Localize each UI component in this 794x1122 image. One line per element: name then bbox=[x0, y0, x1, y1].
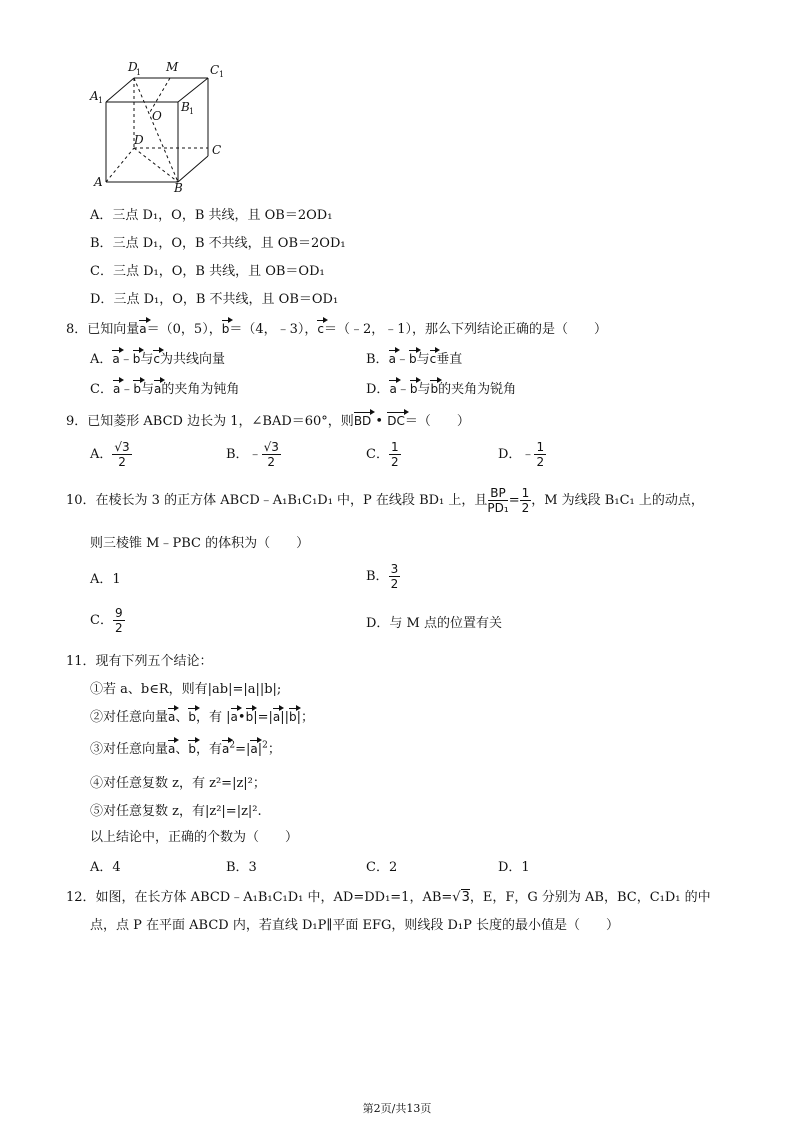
label-c1: C bbox=[210, 63, 220, 77]
q10-option-c[interactable]: C． $\frac{9}{2}$ bbox=[90, 606, 123, 635]
q8-option-d[interactable]: D．a﹣b与b的夹角为锐角 bbox=[366, 378, 516, 397]
q10-stem-line1: 10．在棱长为 3 的正方体 ABCD﹣A₁B₁C₁D₁ 中，P 在线段 BD₁ 上，且 $\frac{BP}{\text{PD₁}}$ = $\frac{1}{2}$ ，M 为线段 B₁C₁ 上的动点， bbox=[66, 486, 704, 515]
q11-option-d[interactable]: D．1 bbox=[498, 860, 530, 875]
q11-statement-3: ③对任意向量a、b，有$a^2=|a|^2$； bbox=[90, 740, 281, 757]
label-b1: B bbox=[181, 100, 190, 114]
q8-option-a[interactable]: A．a﹣b与c为共线向量 bbox=[90, 348, 225, 367]
label-o: O bbox=[152, 109, 162, 123]
q9-option-c[interactable]: C． $\frac{1}{2}$ bbox=[366, 440, 399, 469]
q10-stem-line2: 则三棱锥 M﹣PBC 的体积为（ ） bbox=[90, 536, 310, 551]
q8-option-b[interactable]: B．a﹣b与c垂直 bbox=[366, 348, 462, 367]
q11-statement-4: ④对任意复数 z，有 z²=|z|²； bbox=[90, 776, 266, 791]
q9-stem: 9．已知菱形 ABCD 边长为 1，∠BAD＝60°，则BD • DC＝（ ） bbox=[66, 410, 470, 429]
q7-option-c[interactable]: C．三点 D₁，O，B 共线，且 OB＝OD₁ bbox=[90, 264, 325, 279]
vector-dc: DC bbox=[387, 411, 405, 428]
q12-stem-line1: 12．如图，在长方体 ABCD﹣A₁B₁C₁D₁ 中，AD=DD₁=1，AB=√3，E，F，G 分别为 AB，BC，C₁D₁ 的中 bbox=[66, 890, 711, 905]
label-a: A bbox=[94, 175, 103, 189]
q7-option-b[interactable]: B．三点 D₁，O，B 不共线，且 OB＝2OD₁ bbox=[90, 236, 346, 251]
cube-figure bbox=[88, 56, 248, 196]
q11-option-b[interactable]: B．3 bbox=[226, 860, 257, 875]
label-a1: A bbox=[90, 89, 99, 103]
label-m: M bbox=[166, 60, 179, 74]
vector-b: b bbox=[222, 319, 230, 336]
q8-option-c[interactable]: C．a﹣b与a的夹角为钝角 bbox=[90, 378, 239, 397]
q10-option-d[interactable]: D．与 M 点的位置有关 bbox=[366, 616, 502, 631]
svg-text:1: 1 bbox=[219, 70, 225, 79]
q11-option-c[interactable]: C．2 bbox=[366, 860, 398, 875]
q8-stem: 8．已知向量a＝（0，5），b＝（4，﹣3），c＝（﹣2，﹣1），那么下列结论正确的是（ ） bbox=[66, 318, 607, 337]
vector-a: a bbox=[139, 319, 146, 336]
label-d: D bbox=[134, 133, 144, 147]
q12-stem-line2: 点，点 P 在平面 ABCD 内，若直线 D₁P∥平面 EFG，则线段 D₁P 长度的最小值是（ ） bbox=[90, 918, 620, 933]
vector-c: c bbox=[317, 319, 324, 336]
svg-text:1: 1 bbox=[98, 96, 104, 105]
svg-text:1: 1 bbox=[136, 68, 142, 77]
q11-statement-1: ①若 a、b∈R，则有|ab|=|a||b|; bbox=[90, 682, 282, 697]
label-b: B bbox=[174, 181, 183, 195]
label-c: C bbox=[212, 143, 222, 157]
q7-option-a[interactable]: A．三点 D₁，O，B 共线，且 OB＝2OD₁ bbox=[90, 208, 333, 223]
q11-ask: 以上结论中，正确的个数为（ ） bbox=[90, 830, 299, 845]
q9-option-b[interactable]: B．﹣ $\frac{√3}{2}$ bbox=[226, 440, 279, 469]
q11-statement-5: ⑤对任意复数 z，有|z²|=|z|². bbox=[90, 804, 262, 819]
svg-text:1: 1 bbox=[189, 107, 195, 116]
q7-option-d[interactable]: D．三点 D₁，O，B 不共线，且 OB＝OD₁ bbox=[90, 292, 339, 307]
q11-option-a[interactable]: A．4 bbox=[90, 860, 121, 875]
q10-option-b[interactable]: B． $\frac{3}{2}$ bbox=[366, 562, 399, 591]
vector-bd: BD bbox=[354, 411, 371, 428]
q10-option-a[interactable]: A．1 bbox=[90, 572, 121, 587]
q9-option-a[interactable]: A． $\frac{√3}{2}$ bbox=[90, 440, 130, 469]
q9-option-d[interactable]: D．﹣ $\frac{1}{2}$ bbox=[498, 440, 545, 469]
page-footer: 第2页/共13页 bbox=[362, 1102, 432, 1115]
q11-statement-2: ②对任意向量a、b，有 |a•b|=|a||b|； bbox=[90, 706, 314, 725]
label-d1: D bbox=[128, 60, 138, 74]
q11-stem: 11．现有下列五个结论： bbox=[66, 654, 213, 669]
